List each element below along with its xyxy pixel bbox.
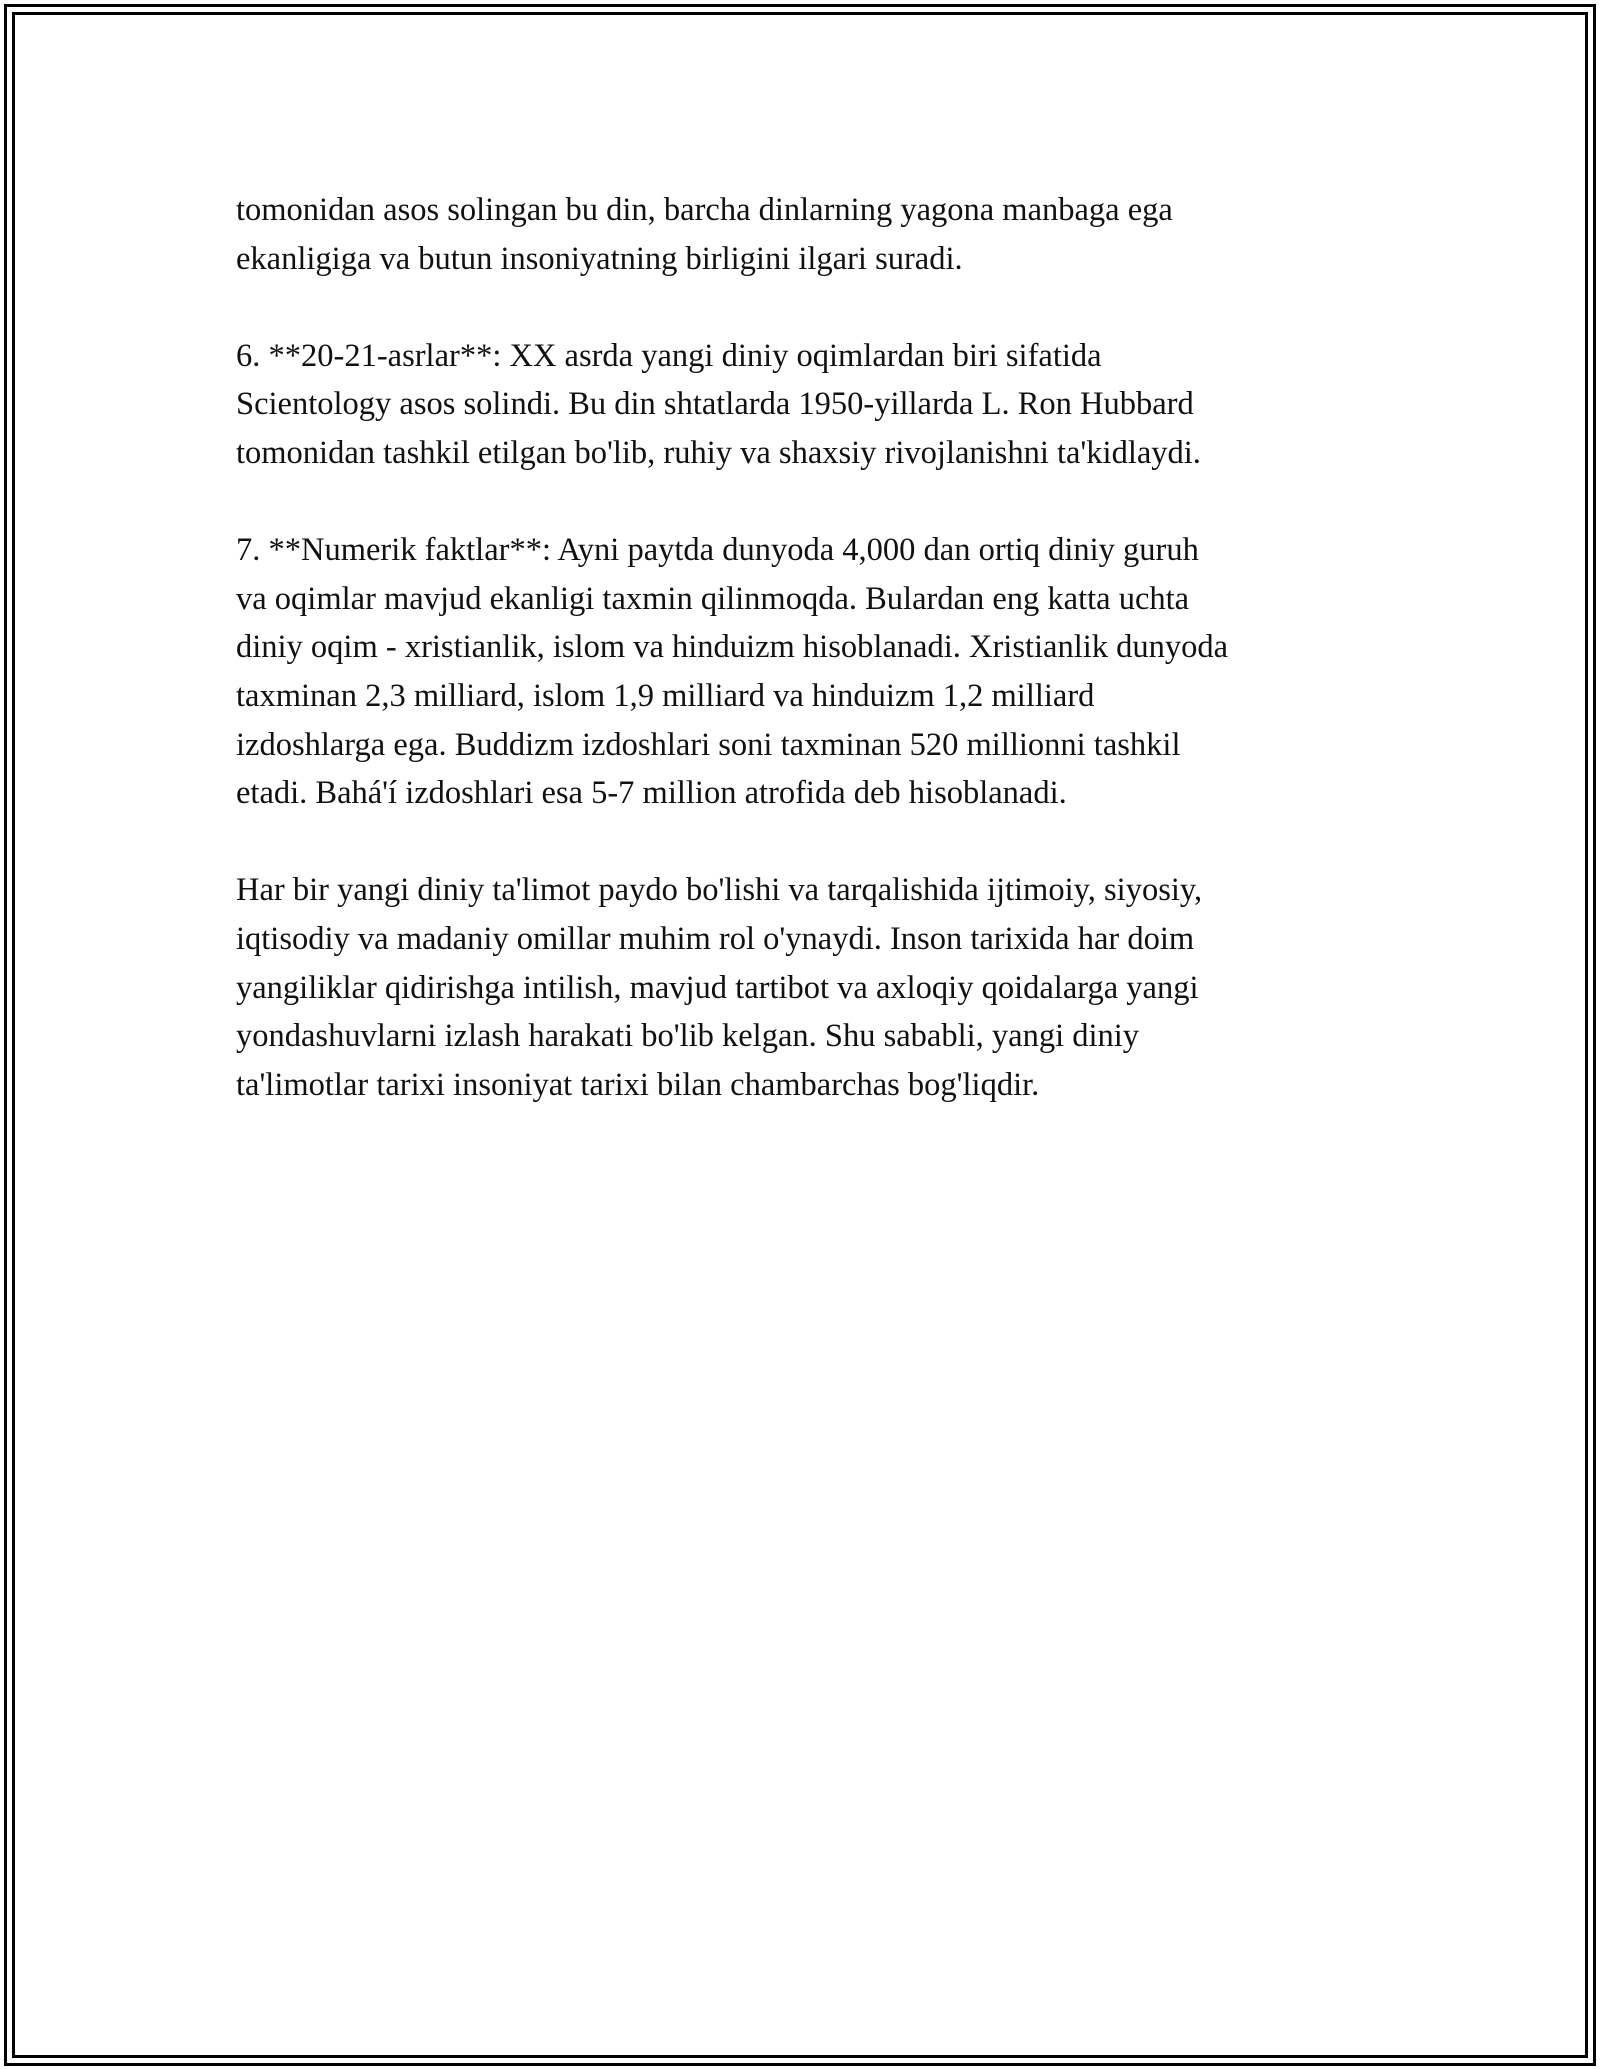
text-line: yangiliklar qidirishga intilish, mavjud tartibot va axloqiy qoidalarga yangi <box>236 969 1199 1006</box>
text-line: va oqimlar mavjud ekanligi taxmin qilinmoqda. Bulardan eng katta uchta <box>236 580 1190 617</box>
text-line: Scientology asos solindi. Bu din shtatlarda 1950-yillarda L. Ron Hubbard <box>236 386 1194 423</box>
document-body <box>236 186 1366 1158</box>
text-line: etadi. Bahá'í izdoshlari esa 5-7 million atrofida deb hisoblanadi. <box>236 775 1067 812</box>
text-line: ekanligiga va butun insoniyatning birligini ilgari suradi. <box>236 240 963 277</box>
text-line: diniy oqim - xristianlik, islom va hinduizm hisoblanadi. Xristianlik dunyoda <box>236 629 1229 666</box>
text-line: iqtisodiy va madaniy omillar muhim rol o'ynaydi. Inson tarixida har doim <box>236 920 1195 957</box>
text-line: Har bir yangi diniy ta'limot paydo bo'lishi va tarqalishida ijtimoiy, siyosiy, <box>236 872 1203 909</box>
text-line: tomonidan tashkil etilgan bo'lib, ruhiy va shaxsiy rivojlanishni ta'kidlaydi. <box>236 434 1201 471</box>
paragraph-conclusion <box>236 866 1366 1109</box>
text-line: tomonidan asos solingan bu din, barcha dinlarning yagona manbaga ega <box>236 192 1173 228</box>
text-line: ta'limotlar tarixi insoniyat tarixi bilan chambarchas bog'liqdir. <box>236 1066 1040 1103</box>
text-line: yondashuvlarni izlash harakati bo'lib kelgan. Shu sababli, yangi diniy <box>236 1018 1140 1055</box>
text-line: 7. **Numerik faktlar**: Ayni paytda dunyoda 4,000 dan ortiq diniy guruh <box>236 532 1199 569</box>
paragraph-item-7 <box>236 526 1366 818</box>
text-line: 6. **20-21-asrlar**: XX asrda yangi diniy oqimlardan biri sifatida <box>236 337 1102 374</box>
text-line: izdoshlarga ega. Buddizm izdoshlari soni taxminan 520 millionni tashkil <box>236 726 1181 763</box>
text-line: taxminan 2,3 milliard, islom 1,9 milliard va hinduizm 1,2 milliard <box>236 677 1095 714</box>
paragraph-item-6 <box>236 332 1366 478</box>
paragraph-continuation <box>236 186 1366 283</box>
